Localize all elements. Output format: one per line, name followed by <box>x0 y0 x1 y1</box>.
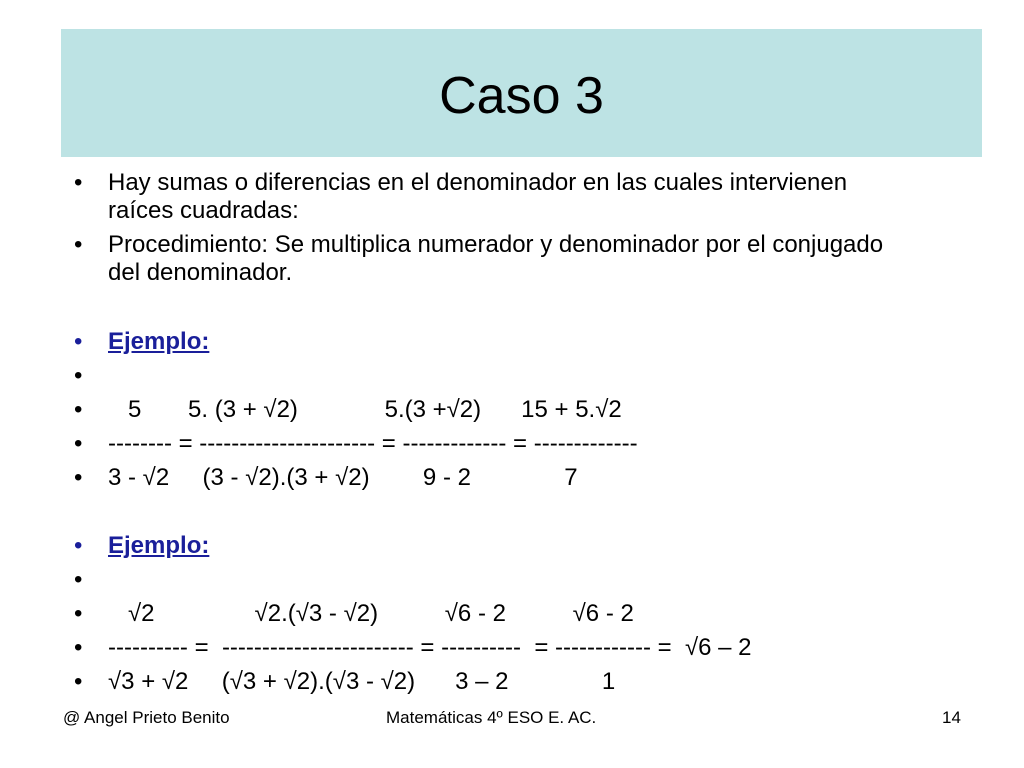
bullet-icon: • <box>74 396 83 423</box>
math-line: -------- = ---------------------- = ------------- = ------------- <box>108 430 638 457</box>
bullet-icon: • <box>74 464 83 491</box>
slide-title: Caso 3 <box>439 67 604 125</box>
footer-author: @ Angel Prieto Benito <box>63 708 230 727</box>
bullet-icon: • <box>74 634 83 661</box>
math-line: 5 5. (3 + √2) 5.(3 +√2) 15 + 5.√2 <box>108 396 622 423</box>
bullet-icon: • <box>74 600 83 627</box>
math-line: ---------- = ------------------------ = ---------- = ------------ = √6 – 2 <box>108 634 752 661</box>
intro-text-2: Procedimiento: Se multiplica numerador y denominador por el conjugado del denominador. <box>108 231 884 286</box>
bullet-icon: • <box>74 362 83 389</box>
footer-course: Matemáticas 4º ESO E. AC. <box>386 708 597 727</box>
math-line: √3 + √2 (√3 + √2).(√3 - √2) 3 – 2 1 <box>108 668 616 695</box>
intro-text-1: Hay sumas o diferencias en el denominador en las cuales intervienen raíces cuadradas: <box>108 169 848 224</box>
bullet-icon: • <box>74 231 83 258</box>
bullet-icon: • <box>74 430 83 457</box>
math-line: 3 - √2 (3 - √2).(3 + √2) 9 - 2 7 <box>108 464 578 491</box>
bullet-icon: • <box>74 668 83 695</box>
bullet-icon: • <box>74 566 83 593</box>
example-heading: Ejemplo: <box>108 532 210 559</box>
footer-page-number: 14 <box>942 708 961 727</box>
example-heading: Ejemplo: <box>108 328 210 355</box>
bullet-icon: • <box>74 532 83 559</box>
math-line: √2 √2.(√3 - √2) √6 - 2 √6 - 2 <box>108 600 634 627</box>
bullet-icon: • <box>74 328 83 355</box>
bullet-icon: • <box>74 169 83 196</box>
title-bar <box>61 29 982 157</box>
